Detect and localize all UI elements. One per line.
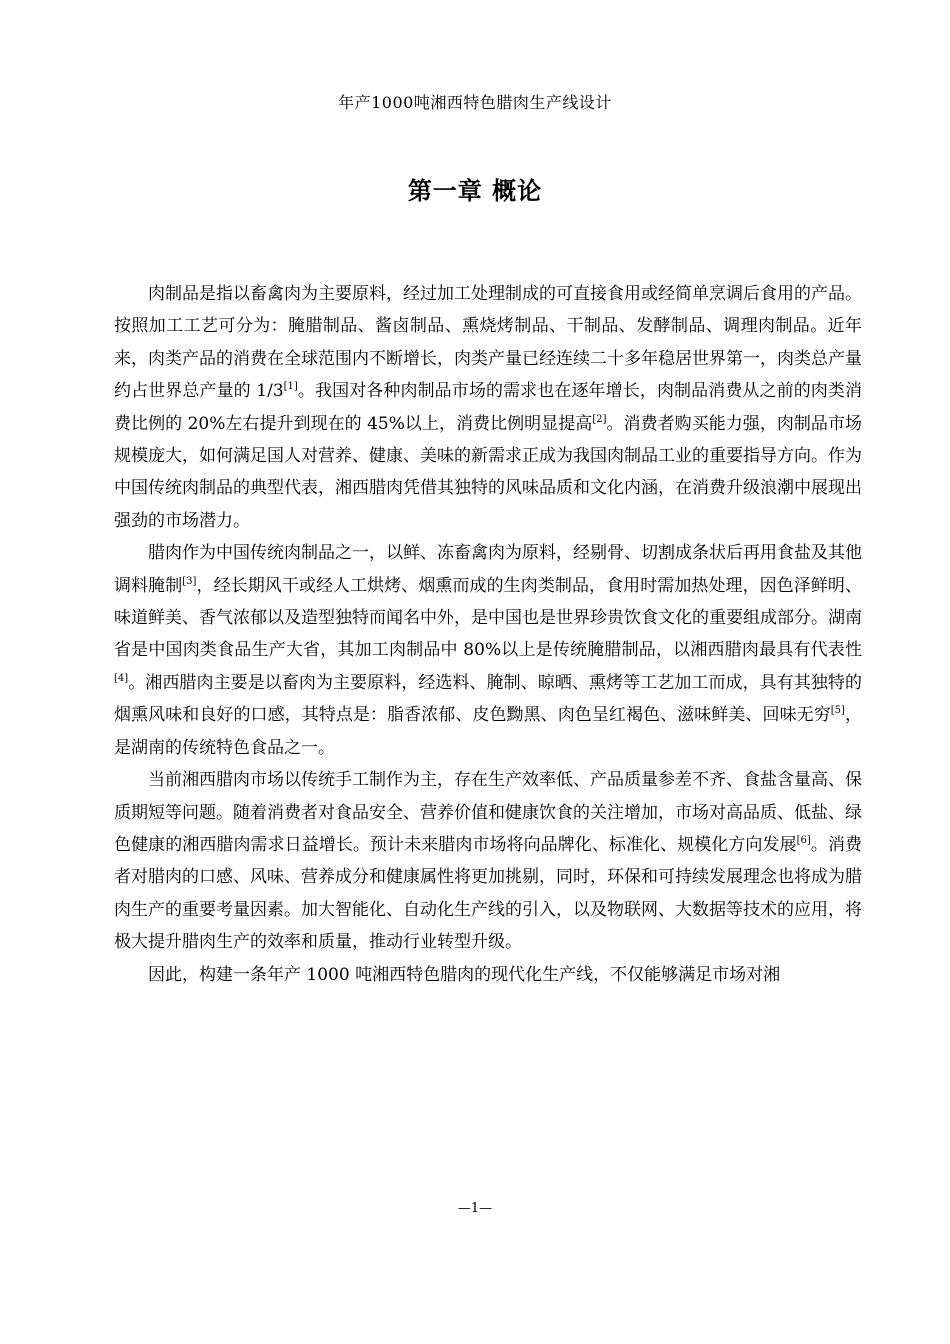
paragraph-1	[114, 278, 862, 537]
citation-3: [3]	[182, 575, 197, 587]
paragraph-3	[114, 764, 862, 958]
citation-5: [5]	[830, 705, 845, 717]
text-run: 。消费者对腊肉的口感、风味、营养成分和健康属性将更加挑剔，同时，环保和可持续发展理念也将成为腊肉生产的重要考量因素。加大智能化、自动化生产线的引入，以及物联网、大数据等技术的应用，将极大提升腊肉生产的效率和质量，推动行业转型升级。	[114, 834, 863, 953]
text-run: ，是湖南的传统特色食品之一。	[114, 705, 863, 758]
text-run: 腊肉作为中国传统肉制品之一，以鲜、冻畜禽肉为原料，经剔骨、切割成条状后再用食盐及其他调料腌制	[114, 543, 862, 596]
running-header: 年产1000吨湘西特色腊肉生产线设计	[338, 93, 612, 112]
text-run: 当前湘西腊肉市场以传统手工制作为主，存在生产效率低、产品质量参差不齐、食盐含量高、保质期短等问题。随着消费者对食品安全、营养价值和健康饮食的关注增加，市场对高品质、低盐、绿色健康的湘西腊肉需求日益增长。预计未来腊肉市场将向品牌化、标准化、规模化方向发展	[114, 770, 862, 855]
citation-2: [2]	[592, 413, 607, 425]
citation-4: [4]	[114, 672, 129, 684]
text-run: 。我国对各种肉制品市场的需求也在逐年增长，肉制品消费从之前的肉类消费比例的 20%左右提升到现在的 45%以上，消费比例明显提高	[114, 381, 863, 434]
text-run: 肉制品是指以畜禽肉为主要原料，经过加工处理制成的可直接食用或经简单烹调后食用的产品。按照加工工艺可分为：腌腊制品、酱卤制品、熏烧烤制品、干制品、发酵制品、调理肉制品。近年来，肉类产品的消费在全球范围内不断增长，肉类产量已经连续二十多年稳居世界第一，肉类总产量约占世界总产量的 1/3	[114, 284, 862, 402]
citation-1: [1]	[283, 381, 298, 393]
chapter-title: 第一章 概论	[407, 177, 543, 205]
text-run: 因此，构建一条年产 1000 吨湘西特色腊肉的现代化生产线，不仅能够满足市场对湘	[148, 964, 781, 985]
page-number: —1—	[457, 1201, 493, 1216]
citation-6: [6]	[796, 834, 811, 846]
text-run: 。消费者购买能力强，肉制品市场规模庞大，如何满足国人对营养、健康、美味的新需求正成为我国肉制品工业的重要指导方向。作为中国传统肉制品的典型代表，湘西腊肉凭借其独特的风味品质和文化内涵，在消费升级浪潮中展现出强劲的市场潜力。	[114, 413, 862, 531]
paragraph-2	[114, 537, 862, 764]
text-run: 。湘西腊肉主要是以畜肉为主要原料，经选料、腌制、晾晒、熏烤等工艺加工而成，具有其独特的烟熏风味和良好的口感，其特点是：脂香浓郁、皮色黝黑、肉色呈红褐色、滋味鲜美、回味无穷	[114, 672, 862, 726]
body-text	[114, 278, 862, 991]
paragraph-4	[114, 959, 862, 991]
text-run: ，经长期风干或经人工烘烤、烟熏而成的生肉类制品，食用时需加热处理，因色泽鲜明、味道鲜美、香气浓郁以及造型独特而闻名中外，是中国也是世界珍贵饮食文化的重要组成部分。湖南省是中国肉类食品生产大省，其加工肉制品中 80%以上是传统腌腊制品，以湘西腊肉最具有代表性	[114, 575, 863, 661]
